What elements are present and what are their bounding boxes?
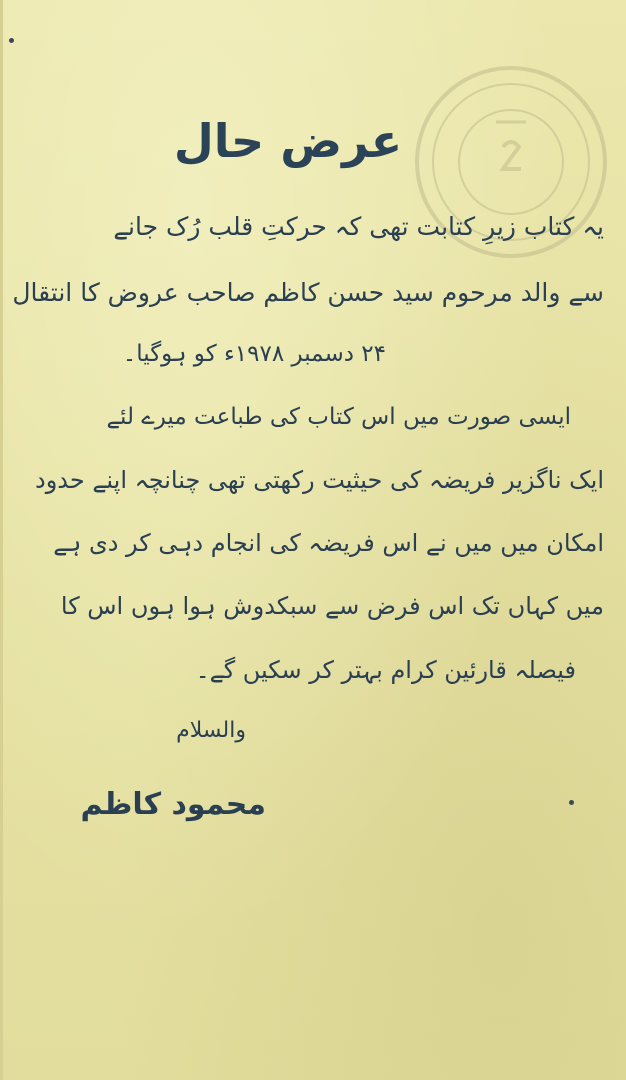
body-line-3: ۲۴ دسمبر ۱۹۷۸ء کو ہوگیا۔ [122,341,386,367]
salutation: والسلام [176,718,246,743]
signature: محمود کاظم [80,787,266,822]
page-title: عرض حال [173,114,403,168]
body-line-4: ایسی صورت میں اس کتاب کی طباعت میرے لئے [106,404,571,430]
body-line-7: میں کہاں تک اس فرض سے سبکدوش ہوا ہوں اس کا [60,592,604,620]
ink-speck [569,800,574,805]
body-line-1: یہ کتاب زیرِ کتابت تھی کہ حرکتِ قلب رُک جانے [113,212,604,241]
body-line-8: فیصلہ قارئین کرام بہتر کر سکیں گے۔ [195,656,576,684]
body-line-2: سے والد مرحوم سید حسن کاظم صاحب عروض کا انتقال [12,278,604,307]
body-line-5: ایک ناگزیر فریضہ کی حیثیت رکھتی تھی چنانچہ اپنے حدود [35,466,604,494]
ink-speck [9,38,14,43]
body-line-6: امکان میں میں نے اس فریضہ کی انجام دہی کر دی ہے [53,529,604,557]
